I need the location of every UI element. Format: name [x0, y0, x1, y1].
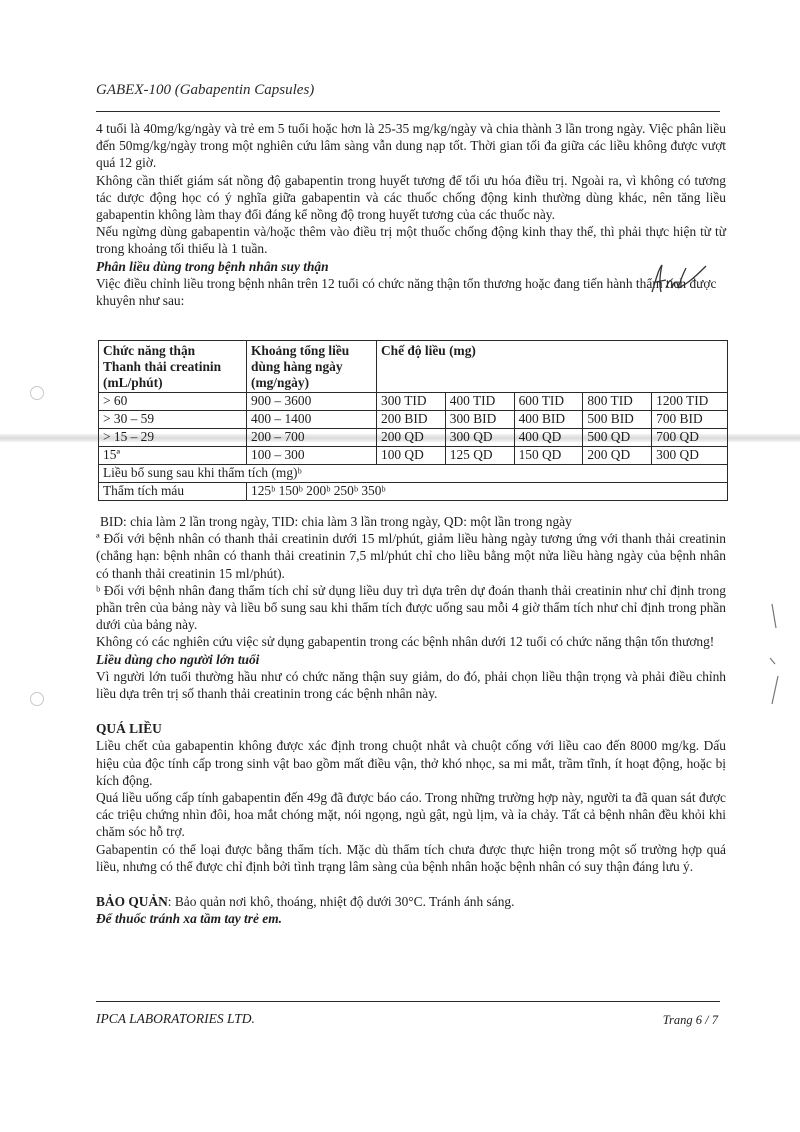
footer-page-number: Trang 6 / 7: [662, 1013, 718, 1027]
scan-edge-mark: [766, 600, 782, 710]
abbreviations-note: BID: chia làm 2 lần trong ngày, TID: chia làm 3 lần trong ngày, QD: một lần trong ngày: [100, 514, 572, 529]
page-header: GABEX-100 (Gabapentin Capsules): [96, 82, 315, 98]
storage-line: [96, 893, 726, 910]
keep-away-warning: Để thuốc tránh xa tầm tay trẻ em.: [96, 911, 282, 927]
overdose-paragraph-1: Liều chết của gabapentin không được xác định trong chuột nhắt và chuột cống với liều cao đến 8000 mg/kg. Dấu hiệu của độc tính cấp trong sinh vật bao gồm mất điều vận, thở khó nhọc, sa mi mắt, trầm tĩnh, ít hoạt động, hoặc bị kích động.: [96, 738, 726, 788]
no-studies-note: Không có các nghiên cứu việc sử dụng gabapentin trong các bệnh nhân dưới 12 tuổi có chức năng thận tổn thương!: [96, 634, 715, 650]
overdose-paragraph-2: Quá liều uống cấp tính gabapentin đến 49g đã được báo cáo. Trong những trường hợp này, người ta đã quan sát được các triệu chứng nhìn đôi, hoa mắt chóng mặt, nói ngọng, ngủ gật, ngủ lịm, và ỉa chảy. Tất cả bệnh nhân đều khỏi khi chăm sóc hỗ trợ.: [96, 790, 726, 840]
footer-rule: [96, 1001, 720, 1002]
paragraph-monitoring: Không cần thiết giám sát nồng độ gabapentin trong huyết tương để tối ưu hóa điều trị. Ngoài ra, vì không có tương tác dược động học có ý nghĩa giữa gabapentin và các thuốc chống động kinh thường dùng khác, nên tăng liều gabapentin không làm thay đổi đáng kể nồng độ trong huyết tương của các thuốc này.: [96, 172, 726, 223]
header-renal-function: Chức năng thận Thanh thải creatinin (mL/phút): [99, 341, 247, 393]
header-dose-regimen: Chế độ liều (mg): [377, 341, 728, 393]
overdose-paragraph-3: Gabapentin có thể loại được bằng thẩm tích. Mặc dù thẩm tích chưa được thực hiện trong một số trường hợp quá liều, nhưng có thể được chỉ định bởi tình trạng lâm sàng của bệnh nhân hoặc bệnh nhân có suy thận đáng lưu ý.: [96, 841, 726, 874]
table-row-supplement: Liều bổ sung sau khi thẩm tích (mg)ᵇ: [99, 465, 728, 483]
punch-hole-top: [30, 386, 44, 400]
table-row: 15ª 100 – 300 100 QD 125 QD 150 QD 200 QD 300 QD: [99, 447, 728, 465]
header-daily-range: Khoảng tổng liều dùng hàng ngày (mg/ngày): [247, 341, 377, 393]
handwritten-initials: [648, 262, 708, 296]
punch-hole-bottom: [30, 692, 44, 706]
table-row: > 60 900 – 3600 300 TID 400 TID 600 TID 800 TID 1200 TID: [99, 393, 728, 411]
table-row-dialysis: Thẩm tích máu 125ᵇ 150ᵇ 200ᵇ 250ᵇ 350ᵇ: [99, 483, 728, 501]
renal-dosage-table: [98, 340, 728, 501]
notes-section: [96, 513, 726, 927]
paragraph-withdrawal: Nếu ngừng dùng gabapentin và/hoặc thêm vào điều trị một thuốc chống động kinh thay thế, thì phải thực hiện từ từ trong khoảng tối thiểu là 1 tuần.: [96, 224, 726, 257]
elderly-text: Vì người lớn tuổi thường hầu như có chức năng thận suy giảm, do đó, phải chọn liều thận trọng và phải điều chỉnh liều dựa trên trị số thanh thải creatinin trong các bệnh nhân này.: [96, 668, 726, 702]
overdose-title: QUÁ LIỀU: [96, 721, 162, 737]
header-rule: [96, 111, 720, 112]
footnote-a: ª Đối với bệnh nhân có thanh thải creatinin dưới 15 ml/phút, giảm liều hàng ngày tương ứng với thanh thải creatinin (chẳng hạn: bệnh nhân có thanh thải creatinin 7,5 ml/phút chỉ cho liều bằng một nửa liều hàng ngày của bệnh nhân có thanh thải creatinin 15 ml/phút).: [96, 531, 726, 581]
table-row: > 30 – 59 400 – 1400 200 BID 300 BID 400 BID 500 BID 700 BID: [99, 411, 728, 429]
paragraph-dosage-children: 4 tuổi là 40mg/kg/ngày và trẻ em 5 tuổi hoặc hơn là 25-35 mg/kg/ngày và chia thành 3 lần trong ngày. Việc phân liều đến 50mg/kg/ngày trong một nghiên cứu lâm sàng vẫn dung nạp tốt. Thời gian tối đa giữa các liều không được vượt quá 12 giờ.: [96, 121, 726, 171]
storage-text: : Bảo quản nơi khô, thoáng, nhiệt độ dưới 30°C. Tránh ánh sáng.: [167, 894, 515, 910]
elderly-section-title: Liều dùng cho người lớn tuổi: [96, 651, 260, 667]
footer-company: IPCA LABORATORIES LTD.: [96, 1011, 255, 1026]
renal-intro: Việc điều chỉnh liều trong bệnh nhân trên 12 tuổi có chức năng thận tổn thương hoặc đang tiến hành thẩm tích được khuyên như sau:: [96, 275, 717, 309]
renal-section-title: Phân liều dùng trong bệnh nhân suy thận: [96, 258, 329, 274]
body-text: [96, 120, 726, 309]
table-header-row: [99, 341, 728, 393]
table-row: > 15 – 29 200 – 700 200 QD 300 QD 400 QD 500 QD 700 QD: [99, 429, 728, 447]
footnote-b: ᵇ Đối với bệnh nhân đang thẩm tích chỉ sử dụng liều duy trì dựa trên dự đoán thanh thải creatinin như chỉ định trong phần trên của bảng này và liều bổ sung sau khi thẩm tích được uống sau mỗi 4 giờ thẩm tích như chỉ định trong phần dưới của bảng này.: [96, 582, 726, 633]
storage-label: BẢO QUẢN: [96, 894, 168, 910]
